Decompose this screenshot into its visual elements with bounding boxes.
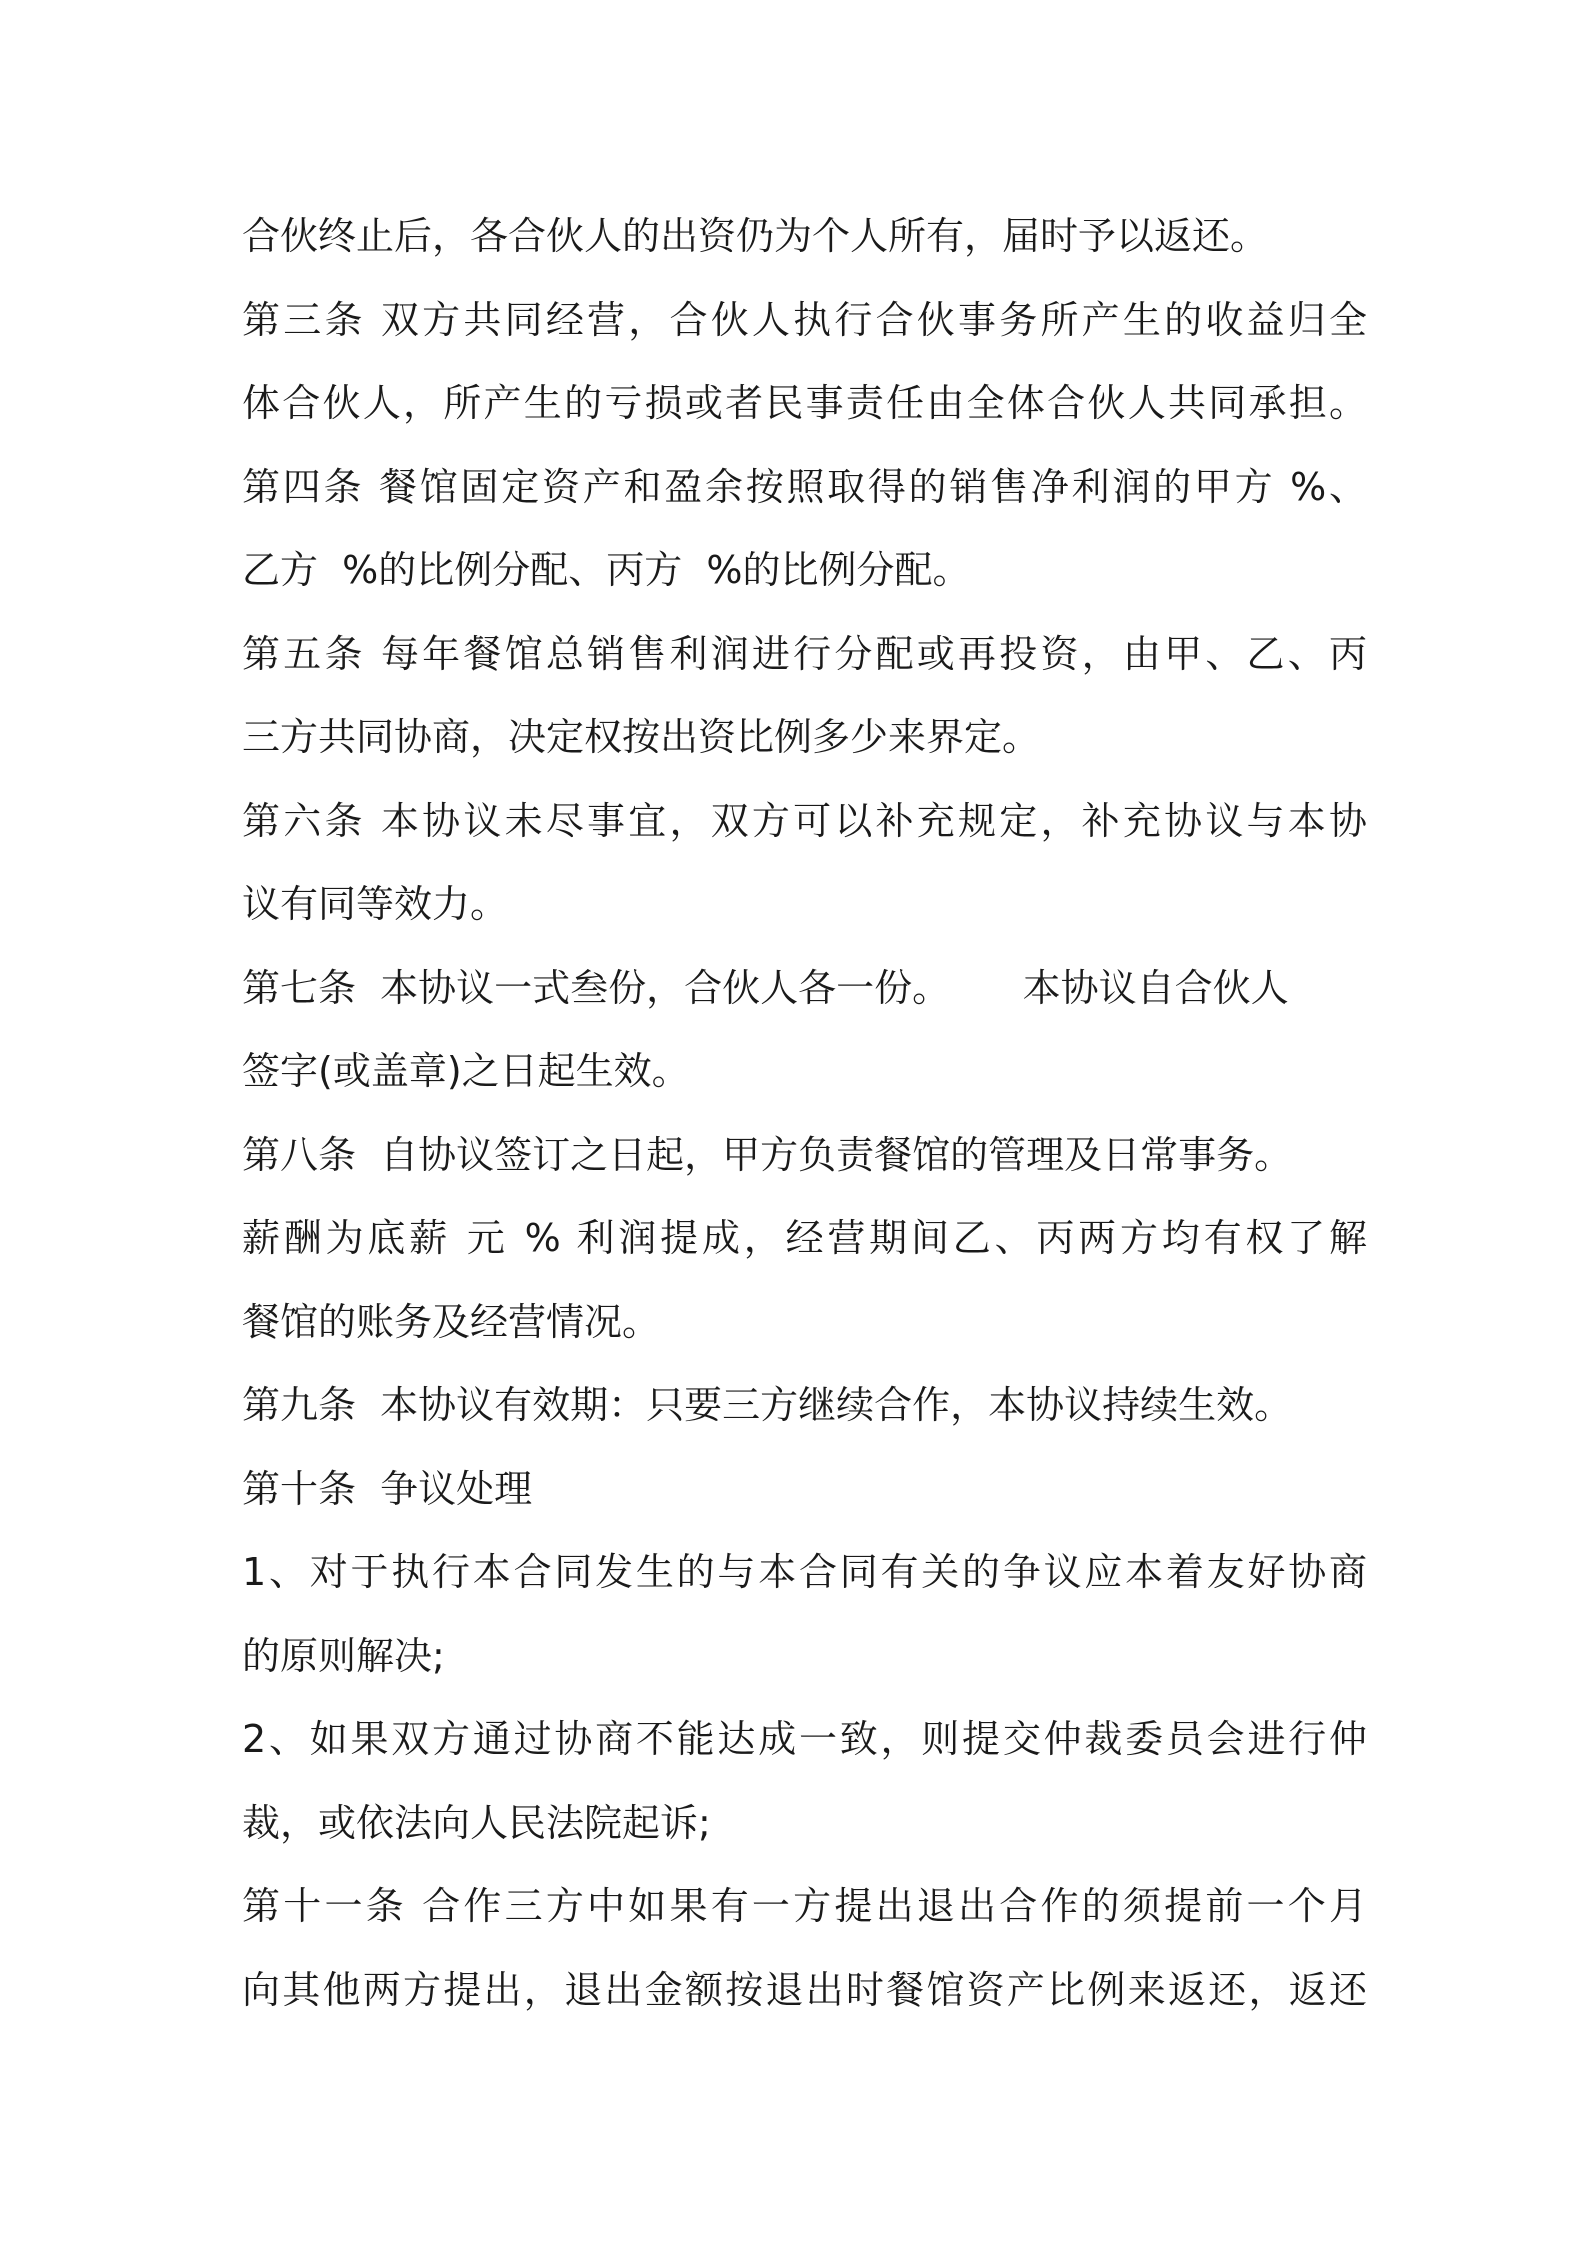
text-line: 餐馆的账务及经营情况。 xyxy=(242,1299,661,1344)
text-line: 第九条 本协议有效期：只要三方继续合作，本协议持续生效。 xyxy=(242,1383,1293,1427)
text-line: 第四条 餐馆固定资产和盈余按照取得的销售净利润的甲方 %、 xyxy=(242,464,1367,509)
text-line: 第三条 双方共同经营，合伙人执行合伙事务所产生的收益归全 xyxy=(242,297,1367,342)
text-line: 2、如果双方通过协商不能达成一致，则提交仲裁委员会进行仲 xyxy=(242,1717,1367,1761)
text-line: 薪酬为底薪 元 % 利润提成，经营期间乙、丙两方均有权了解 xyxy=(242,1216,1367,1260)
text-line: 裁，或依法向人民法院起诉; xyxy=(242,1800,711,1845)
text-line: 体合伙人，所产生的亏损或者民事责任由全体合伙人共同承担。 xyxy=(242,381,1367,425)
text-line: 乙方 %的比例分配、丙方 %的比例分配。 xyxy=(242,548,971,592)
text-line: 第十条 争议处理 xyxy=(242,1466,533,1511)
text-line: 签字(或盖章)之日起生效。 xyxy=(242,1049,690,1093)
text-line: 1、对于执行本合同发生的与本合同有关的争议应本着友好协商 xyxy=(242,1550,1367,1594)
text-line: 议有同等效力。 xyxy=(242,882,509,926)
text-line: 的原则解决; xyxy=(242,1633,445,1678)
text-line: 第六条 本协议未尽事宜，双方可以补充规定，补充协议与本协 xyxy=(242,798,1367,843)
text-line: 合伙终止后，各合伙人的出资仍为个人所有，届时予以返还。 xyxy=(242,214,1269,258)
contract-text xyxy=(242,195,1367,2032)
text-line: 三方共同协商，决定权按出资比例多少来界定。 xyxy=(242,715,1041,759)
text-line: 向其他两方提出，退出金额按退出时餐馆资产比例来返还，返还 xyxy=(242,1967,1367,2012)
text-line: 第八条 自协议签订之日起，甲方负责餐馆的管理及日常事务。 xyxy=(242,1132,1293,1177)
text-line: 第十一条 合作三方中如果有一方提出退出合作的须提前一个月 xyxy=(242,1884,1367,1928)
text-line: 第五条 每年餐馆总销售利润进行分配或再投资，由甲、乙、丙 xyxy=(242,631,1367,676)
text-line: 第七条 本协议一式叁份，合伙人各一份。 本协议自合伙人 xyxy=(242,965,1289,1010)
